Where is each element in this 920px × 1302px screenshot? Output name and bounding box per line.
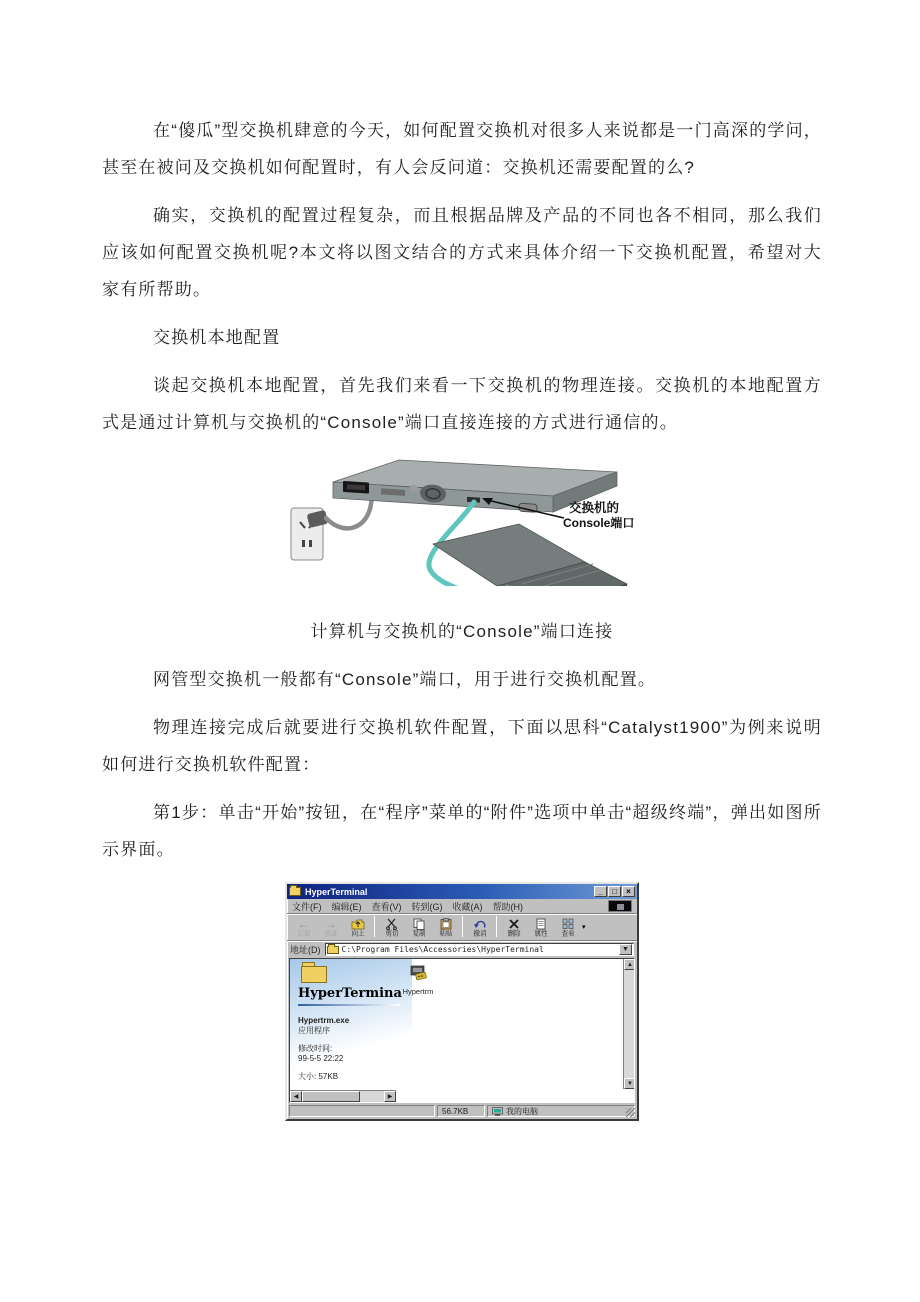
toolbar — [287, 914, 637, 941]
copy-button[interactable]: 复制 — [405, 917, 432, 938]
properties-button[interactable]: 属性 — [527, 917, 554, 938]
file-size-line — [298, 1072, 349, 1082]
scroll-right-icon[interactable]: ▶ — [384, 1091, 396, 1102]
menu-file[interactable]: 文件(F) — [292, 901, 322, 912]
console-connection-illustration — [281, 452, 643, 586]
menu-go[interactable]: 转到(G) — [411, 901, 443, 912]
callout-text-line2: Console端口 — [563, 516, 635, 530]
forward-icon: → — [324, 916, 337, 931]
menu-view[interactable]: 查看(V) — [371, 901, 402, 912]
status-bar — [287, 1103, 637, 1119]
webview-folder-title: HyperTermina — [298, 986, 402, 1001]
undo-icon — [473, 917, 487, 930]
toolbar-separator — [496, 916, 497, 937]
menu-favorites[interactable]: 收藏(A) — [452, 901, 483, 912]
paragraph-intro-1: 在“傻瓜”型交换机肆意的今天，如何配置交换机对很多人来说都是一门高深的学问，甚至在被问及交换机如何配置时，有人会反问道：交换机还需要配置的么? — [102, 121, 822, 177]
address-input[interactable] — [325, 943, 635, 956]
up-folder-icon — [351, 917, 365, 930]
figure-caption: 计算机与交换机的“Console”端口连接 — [310, 622, 614, 641]
webview-divider — [298, 1004, 400, 1006]
modified-value: 99-5-5 22:22 — [298, 1054, 344, 1063]
paragraph-local-config: 谈起交换机本地配置，首先我们来看一下交换机的物理连接。交换机的本地配置方式是通过计算机与交换机的“Console”端口直接连接的方式进行通信的。 — [102, 376, 822, 432]
address-bar — [287, 941, 637, 958]
back-button[interactable]: ← 后退 — [296, 916, 311, 938]
views-button[interactable]: 查看 — [554, 917, 581, 938]
delete-icon — [508, 917, 520, 930]
big-folder-icon — [301, 966, 327, 983]
window-titlebar[interactable] — [287, 884, 637, 899]
status-location-text: 我的电脑 — [506, 1106, 538, 1116]
laptop — [433, 524, 627, 586]
hyperterminal-explorer-window — [285, 882, 639, 1121]
callout-text-line1: 交换机的 — [569, 501, 620, 515]
window-folder-icon — [289, 887, 301, 896]
menu-help[interactable]: 帮助(H) — [492, 901, 523, 912]
undo-button[interactable]: 撤消 — [466, 917, 493, 938]
views-dropdown-icon[interactable]: ▾ — [582, 923, 586, 931]
address-path: C:\Program Files\Accessories\HyperTerminal — [341, 945, 544, 954]
close-button[interactable]: × — [622, 886, 635, 897]
cut-button[interactable]: 剪切 — [378, 917, 405, 938]
back-icon: ← — [297, 916, 310, 931]
paragraph-intro-2: 确实，交换机的配置过程复杂，而且根据品牌及产品的不同也各不相同，那么我们应该如何配置交换机呢?本文将以图文结合的方式来具体介绍一下交换机配置，希望对大家有所帮助。 — [102, 206, 822, 299]
hypertrm-app-icon — [408, 965, 428, 981]
address-label: 地址(D) — [290, 945, 321, 955]
cut-icon — [385, 917, 398, 930]
menu-edit[interactable]: 编辑(E) — [331, 901, 362, 912]
forward-button[interactable]: → 前进 — [323, 916, 338, 938]
section-heading-local-config: 交换机本地配置 — [153, 328, 281, 347]
menu-bar — [287, 899, 637, 914]
size-label: 大小: — [298, 1072, 317, 1081]
size-value: 57KB — [318, 1072, 339, 1081]
status-message-panel — [289, 1105, 435, 1117]
vertical-scrollbar[interactable] — [623, 959, 634, 1089]
status-location-panel — [487, 1105, 635, 1117]
views-icon — [561, 917, 575, 930]
scroll-up-icon[interactable]: ▲ — [624, 959, 635, 970]
scrollbar-thumb[interactable] — [302, 1091, 360, 1102]
selected-file-type: 应用程序 — [298, 1026, 330, 1035]
scroll-down-icon[interactable]: ▼ — [624, 1078, 635, 1089]
horizontal-scrollbar[interactable] — [290, 1090, 396, 1102]
windows-logo-icon — [608, 900, 632, 912]
hyperterminal-screenshot — [285, 882, 639, 1121]
paragraph-software-config: 物理连接完成后就要进行交换机软件配置，下面以思科“Catalyst1900”为例来说明如何进行交换机软件配置： — [102, 718, 822, 774]
paragraph-console-port: 网管型交换机一般都有“Console”端口，用于进行交换机配置。 — [153, 670, 657, 689]
webview-file-info — [298, 1016, 349, 1082]
toolbar-separator — [374, 916, 375, 937]
scroll-left-icon[interactable]: ◀ — [290, 1091, 302, 1102]
folder-content-area — [289, 958, 635, 1103]
properties-icon — [534, 917, 547, 930]
status-size-panel: 56.7KB — [437, 1105, 485, 1117]
paragraph-step1: 第1步：单击“开始”按钮，在“程序”菜单的“附件”选项中单击“超级终端”，弹出如图所示界面。 — [102, 803, 822, 859]
my-computer-icon — [492, 1107, 503, 1116]
console-connection-figure — [281, 452, 643, 591]
selected-file-name: Hypertrm.exe — [298, 1016, 350, 1025]
wall-outlet — [291, 508, 328, 560]
minimize-button[interactable]: _ — [594, 886, 607, 897]
address-dropdown-button[interactable]: ▼ — [619, 944, 632, 955]
paste-icon — [439, 917, 453, 930]
address-folder-icon — [327, 946, 339, 954]
up-button[interactable]: 向上 — [344, 917, 371, 938]
delete-button[interactable]: 删除 — [500, 917, 527, 938]
copy-icon — [412, 917, 426, 930]
resize-grip[interactable] — [626, 1108, 635, 1117]
file-icon-hypertrm[interactable] — [394, 965, 442, 996]
paste-button[interactable]: 粘贴 — [432, 917, 459, 938]
toolbar-separator — [462, 916, 463, 937]
window-title: HyperTerminal — [305, 886, 368, 897]
modified-label: 修改时间: — [298, 1044, 333, 1053]
maximize-button[interactable]: □ — [608, 886, 621, 897]
file-icon-label: Hypertrm — [402, 987, 434, 996]
